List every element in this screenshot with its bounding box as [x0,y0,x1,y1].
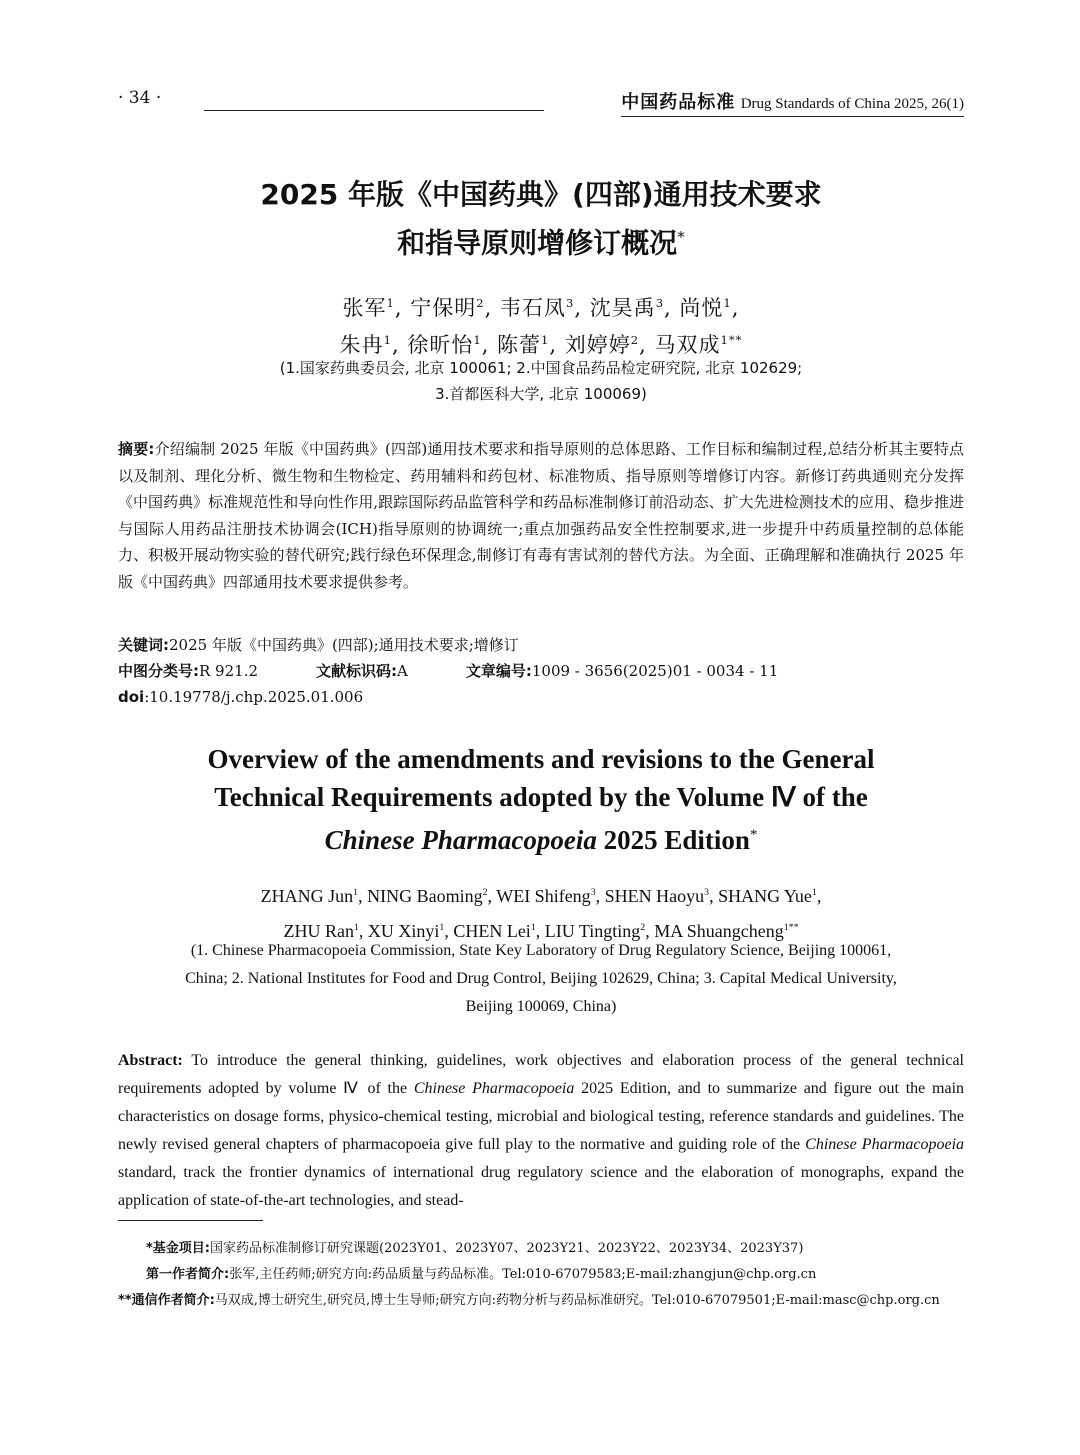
cn-author-name: 尚悦 [679,296,724,320]
cn-title [118,174,964,264]
en-abstract-text [118,1052,964,1209]
clc-value: R 921.2 [199,662,259,680]
en-author-name: ZHANG Jun [260,886,354,906]
cn-author-affiliation-mark: 3 [565,296,575,310]
first-author-text: 张军,主任药师;研究方向:药品质量与药品标准。Tel:010-67079583;E-mail:zhangjun@chp.org.cn [229,1267,817,1282]
cn-author-affiliation-mark: 1 [386,296,395,310]
cn-author-affiliation-mark: 2 [476,296,485,310]
header-rule [204,110,544,111]
classification-line [118,658,964,684]
journal-name-en: Drug Standards of China 2025, 26(1) [740,96,964,112]
en-abstract-segment: standard, track the frontier dynamics of international drug regulatory science and the elaboration of monographs, expand the application of state-of-the-art technologies, and stead- [118,1164,964,1209]
en-author-affiliation-mark: 3 [704,887,710,898]
en-abstract-italic-term: Chinese Pharmacopoeia [805,1136,965,1153]
cn-author-name: 宁保明 [410,296,477,320]
cn-author-name: 刘婷婷 [564,333,631,357]
footnote-fund [118,1236,964,1262]
en-affiliation [118,937,964,1021]
en-title-line3-rest: 2025 Edition [596,825,750,855]
cn-abstract-text: 介绍编制 2025 年版《中国药典》(四部)通用技术要求和指导原则的总体思路、工作目标和编制过程,总结分析其主要特点以及制剂、理化分析、微生物和生物检定、药用辅料和药包材、标准物质、指导原则等增修订内容。新修订药典通则充分发挥《中国药典》标准规范性和导向性作用,跟踪国际药品监管科学和药品标准制修订前沿动态、扩大先进检测技术的应用、稳步推进与国际人用药品注册技术协调会(ICH)指导原则的协调统一;重点加强药品安全性控制要求,进一步提升中药质量控制的总体能力、积极开展动物实验的替代研究;践行绿色环保理念,制修订有毒有害试剂的替代方法。为全面、正确理解和准确执行 2025 年版《中国药典》四部通用技术要求提供参考。 [118,440,965,591]
en-authors-line2: ZHU Ran$^1$, XU Xinyi$^1$, CHEN Lei$^1$, LIU Tingting$^2$, MA Shuangcheng$^{1**}$ [283,921,799,941]
cn-abstract [118,436,964,595]
en-author-name: LIU Tingting [544,921,641,941]
en-author-affiliation-mark: 1 [439,922,445,933]
fund-label: *基金项目: [146,1241,210,1256]
en-author-name: SHANG Yue [718,886,812,906]
keywords [118,632,964,658]
doi-label: doi [118,688,145,706]
en-author-name: NING Baoming [367,886,483,906]
cn-author-name: 张军 [342,296,387,320]
cn-author-list [118,287,964,361]
en-author-affiliation-mark: 1 [811,887,817,898]
en-author-affiliation-mark: 2 [482,887,488,898]
en-affiliation-line2: China; 2. National Institutes for Food and Drug Control, Beijing 102629, China; 3. Capital Medical University, [185,970,897,987]
cn-title-footnote-mark: * [677,228,685,246]
en-abstract-segment: 2025 Edition, and to summarize and figure out the main characteristics on dosage forms, physico-chemical testing, microbial and biological testing, reference standards and guidelines. The newly revised general chapters of pharmacopoeia give full play to the normative and guiding role of the [118,1080,965,1153]
en-abstract [118,1047,964,1215]
fund-text: 国家药品标准制修订研究课题(2023Y01、2023Y07、2023Y21、2023Y22、2023Y34、2023Y37) [210,1241,804,1256]
journal-citation [621,88,964,117]
cn-author-affiliation-mark: 1 [723,296,732,310]
cn-abstract-label: 摘要: [118,440,155,458]
en-author-affiliation-mark: 1 [353,922,359,933]
doi-value: :10.19778/j.chp.2025.01.006 [144,688,364,706]
cn-author-name: 沈昊禹 [589,296,656,320]
corresponding-text: 马双成,博士研究生,研究员,博士生导师;研究方向:药物分析与药品标准研究。Tel:010-67079501;E-mail:masc@chp.org.cn [214,1293,940,1308]
en-author-affiliation-mark: 1** [783,922,799,933]
corresponding-label: **通信作者简介: [118,1293,215,1308]
en-author-affiliation-mark: 1 [353,887,359,898]
cn-title-line1: 2025 年版《中国药典》(四部)通用技术要求 [260,178,822,211]
cn-author-name: 朱冉 [339,333,384,357]
footnote-corresponding [118,1288,964,1314]
cn-authors-line1: 张军$^1$, 宁保明$^2$, 韦石凤$^3$, 沈昊禹$^3$, 尚悦$^1$, [342,296,740,320]
cn-author-name: 徐昕怡 [407,333,474,357]
footnote-first-author [118,1262,964,1288]
en-author-affiliation-mark: 1 [530,922,536,933]
cn-author-affiliation-mark: 2 [630,333,640,347]
en-abstract-label: Abstract: [118,1052,183,1069]
cn-author-name: 陈蕾 [497,333,542,357]
cn-author-name: 韦石凤 [499,296,566,320]
en-title-footnote-mark: * [749,827,758,843]
keywords-label: 关键词: [118,636,169,654]
en-author-affiliation-mark: 3 [590,887,596,898]
cn-author-affiliation-mark: 1** [720,333,743,347]
cn-title-line2-text: 和指导原则增修订概况 [397,226,678,260]
en-author-name: SHEN Haoyu [604,886,705,906]
en-author-name: WEI Shifeng [496,886,591,906]
keywords-text: 2025 年版《中国药典》(四部);通用技术要求;增修订 [169,636,519,654]
first-author-label: 第一作者简介: [146,1267,230,1282]
en-affiliation-line3: Beijing 100069, China) [465,998,617,1015]
cn-affiliation [118,355,964,407]
clc-label: 中图分类号: [118,662,199,680]
footnote-rule [118,1220,263,1221]
en-title-line2: Technical Requirements adopted by the Volume Ⅳ of the [214,782,868,812]
cn-author-name: 马双成 [654,333,721,357]
cn-affiliation-line1: (1.国家药典委员会, 北京 100061; 2.中国食品药品检定研究院, 北京 102629; [279,359,803,377]
running-header [118,88,964,114]
cn-affiliation-line2: 3.首都医科大学, 北京 100069) [435,385,647,403]
cn-author-affiliation-mark: 1 [383,333,392,347]
cn-title-line2 [118,216,964,264]
cn-authors-line2: 朱冉$^1$, 徐昕怡$^1$, 陈蕾$^1$, 刘婷婷$^2$, 马双成$^{1**}$ [339,333,743,357]
en-author-name: XU Xinyi [367,921,440,941]
cn-author-affiliation-mark: 1 [473,333,482,347]
journal-name-cn: 中国药品标准 [621,92,736,113]
cn-author-affiliation-mark: 1 [541,333,550,347]
en-title [118,740,964,859]
doc-code-label: 文献标识码: [316,662,398,680]
en-abstract-italic-term: Chinese Pharmacopoeia [413,1080,575,1097]
en-author-affiliation-mark: 2 [640,922,646,933]
doi-line [118,684,964,710]
en-title-line3 [118,816,964,859]
article-no-value: 1009 - 3656(2025)01 - 0034 - 11 [531,662,779,680]
article-no-label: 文章编号: [465,662,532,680]
en-abstract-segment: To introduce the general thinking, guidelines, work objectives and elaboration process of the general technical requirements adopted by volume Ⅳ of the [118,1052,964,1097]
en-affiliation-line1: (1. Chinese Pharmacopoeia Commission, State Key Laboratory of Drug Regulatory Science, Beijing 100061, [190,942,892,959]
cn-author-affiliation-mark: 3 [655,296,665,310]
en-author-name: MA Shuangcheng [654,921,784,941]
en-author-name: ZHU Ran [283,921,354,941]
en-title-italic: Chinese Pharmacopoeia [324,825,597,855]
footnotes [118,1236,964,1314]
page-number: · 34 · [118,88,162,108]
en-author-name: CHEN Lei [453,921,531,941]
en-title-line1: Overview of the amendments and revisions to the General [207,744,875,774]
en-authors-line1: ZHANG Jun$^1$, NING Baoming$^2$, WEI Shifeng$^3$, SHEN Haoyu$^3$, SHANG Yue$^1$, [260,886,822,906]
doc-code-value: A [397,662,408,680]
